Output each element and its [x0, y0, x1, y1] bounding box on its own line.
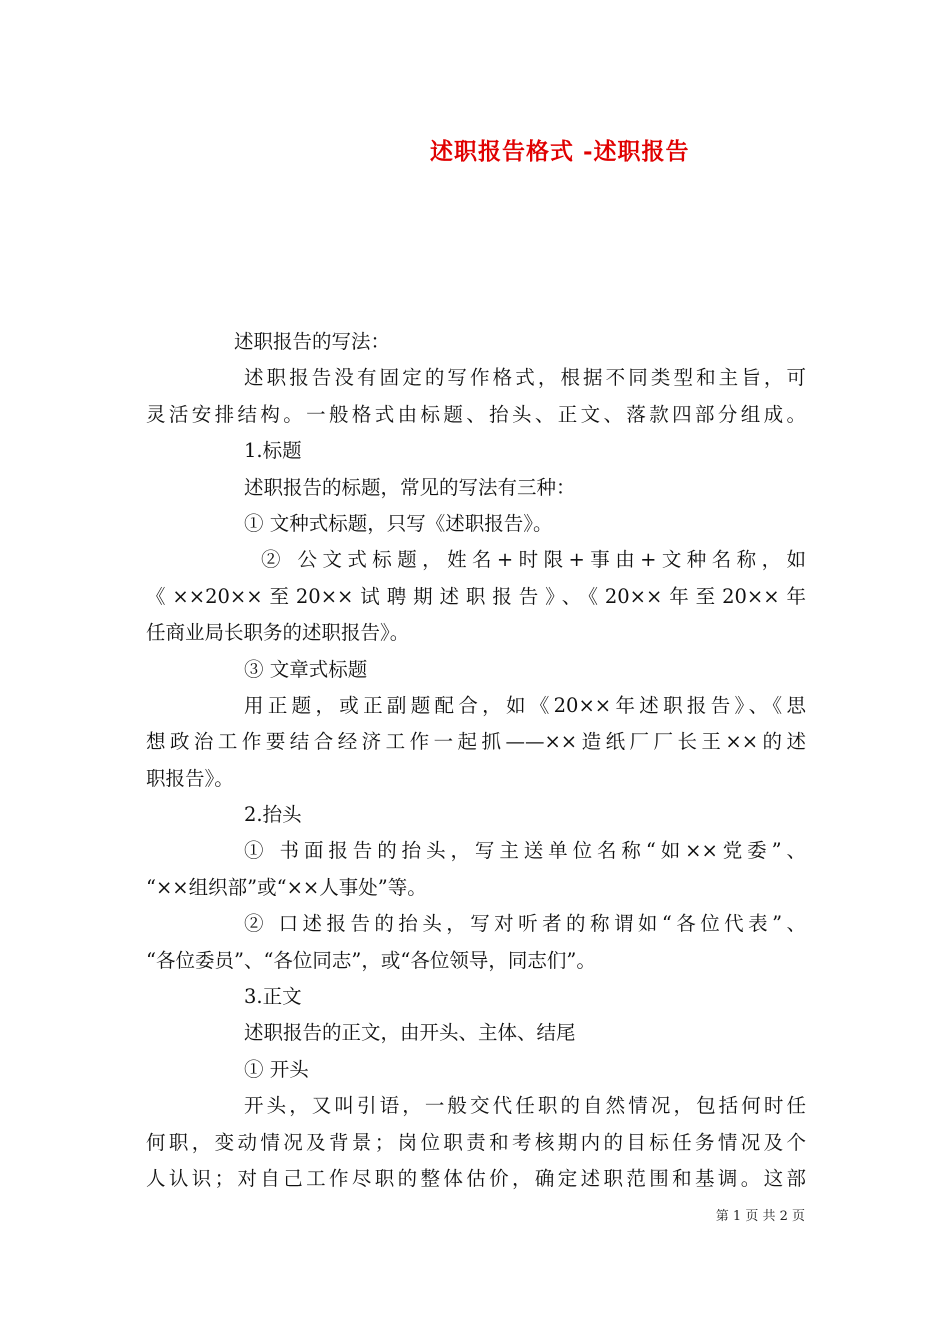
section-heading: 3.正文 — [244, 985, 302, 1009]
text-line: ① 书面报告的抬头，写主送单位名称“如××党委”、 — [244, 839, 806, 863]
text-line: 述职报告的正文，由开头、主体、结尾 — [244, 1021, 576, 1045]
text-line: 述职报告的标题，常见的写法有三种： — [244, 475, 576, 499]
text-line: 开头，又叫引语，一般交代任职的自然情况，包括何时任 — [244, 1094, 806, 1118]
text-line: ② 公文式标题，姓名+时限+事由+文种名称，如 — [261, 548, 806, 572]
text-line: ① 文种式标题，只写《述职报告》。 — [244, 511, 553, 535]
text-line: 职报告》。 — [146, 766, 234, 790]
document-body — [146, 324, 806, 1197]
text-line: 《××20××至20××试聘期述职报告》、《20××年至20××年 — [146, 584, 806, 608]
text-line: 想政治工作要结合经济工作一起抓——××造纸厂厂长王××的述 — [146, 730, 806, 754]
text-line: “××组织部”或“××人事处”等。 — [146, 875, 427, 899]
text-line: 述职报告没有固定的写作格式，根据不同类型和主旨，可 — [244, 366, 806, 390]
page-title: 述职报告格式 -述职报告 — [430, 138, 690, 165]
section-heading: 1.标题 — [244, 439, 302, 463]
text-line: 何职，变动情况及背景；岗位职责和考核期内的目标任务情况及个 — [146, 1130, 806, 1154]
text-line: 用正题，或正副题配合，如《20××年述职报告》、《思 — [244, 693, 806, 717]
text-line: 灵活安排结构。一般格式由标题、抬头、正文、落款四部分组成。 — [146, 402, 806, 426]
text-line: ① 开头 — [244, 1057, 309, 1081]
text-line: ② 口述报告的抬头，写对听者的称谓如“各位代表”、 — [244, 912, 806, 936]
text-line: “各位委员”、“各位同志”，或“各位领导，同志们”。 — [146, 948, 596, 972]
section-heading: 2.抬头 — [244, 803, 302, 827]
text-line: ③ 文章式标题 — [244, 657, 368, 681]
text-line: 人认识；对自己工作尽职的整体估价，确定述职范围和基调。这部 — [146, 1166, 806, 1190]
text-line: 述职报告的写法： — [234, 330, 391, 353]
page-footer: 第 1 页 共 2 页 — [715, 1209, 805, 1224]
text-line: 任商业局长职务的述职报告》。 — [146, 621, 410, 645]
